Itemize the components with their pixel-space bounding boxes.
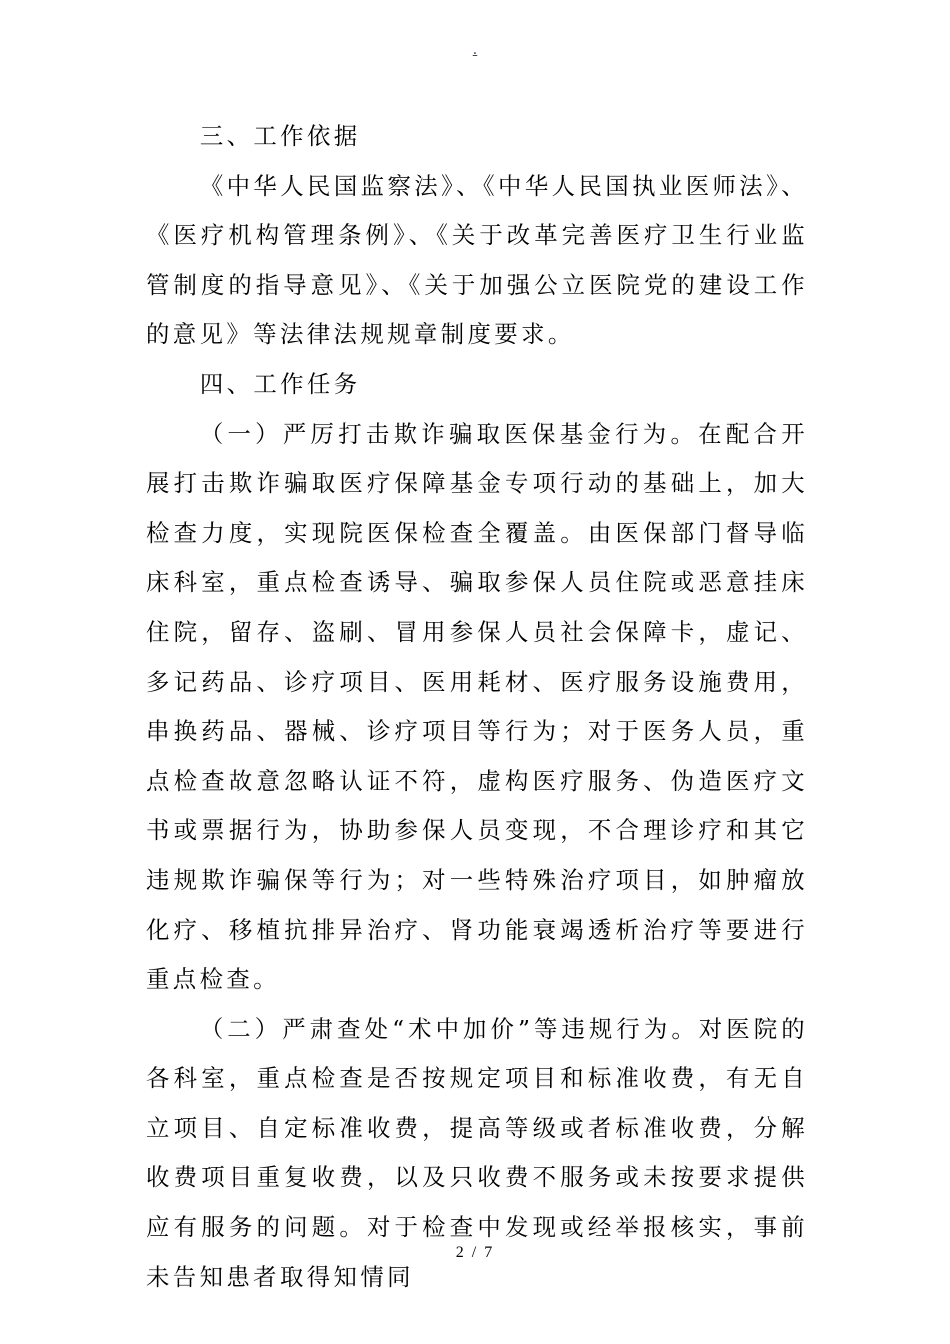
- section-3-paragraph: 《中华人民国监察法》、《中华人民国执业医师法》、《医疗机构管理条例》、《关于改革完善医疗卫生行业监管制度的指导意见》、《关于加强公立医院党的建设工作的意见》等法律法规规章制度要求。: [146, 171, 808, 349]
- page-number: 2 / 7: [455, 1244, 495, 1261]
- section-4-heading: 四、工作任务: [199, 369, 361, 398]
- task-1-paragraph: （一）严厉打击欺诈骗取医保基金行为。在配合开展打击欺诈骗取医疗保障基金专项行动的基础上，加大检查力度，实现院医保检查全覆盖。由医保部门督导临床科室，重点检查诱导、骗取参保人员住院或恶意挂床住院，留存、盗刷、冒用参保人员社会保障卡，虚记、多记药品、诊疗项目、医用耗材、医疗服务设施费用，串换药品、器械、诊疗项目等行为；对于医务人员，重点检查故意忽略认证不符，虚构医疗服务、伪造医疗文书或票据行为，协助参保人员变现，不合理诊疗和其它违规欺诈骗保等行为；对一些特殊治疗项目，如肿瘤放化疗、移植抗排异治疗、肾功能衰竭透析治疗等要进行重点检查。: [146, 419, 808, 994]
- page-header-mark: [0, 40, 950, 60]
- document-body: [146, 112, 808, 1302]
- section-3-heading: 三、工作依据: [199, 122, 361, 150]
- task-2-paragraph: （二）严肃查处“术中加价”等违规行为。对医院的各科室，重点检查是否按规定项目和标准收费，有无自立项目、自定标准收费，提高等级或者标准收费，分解收费项目重复收费，以及只收费不服务或未按要求提供应有服务的问题。对于检查中发现或经举报核实，事前未告知患者取得知情同: [146, 1014, 808, 1291]
- header-mark-text: .: [472, 42, 478, 58]
